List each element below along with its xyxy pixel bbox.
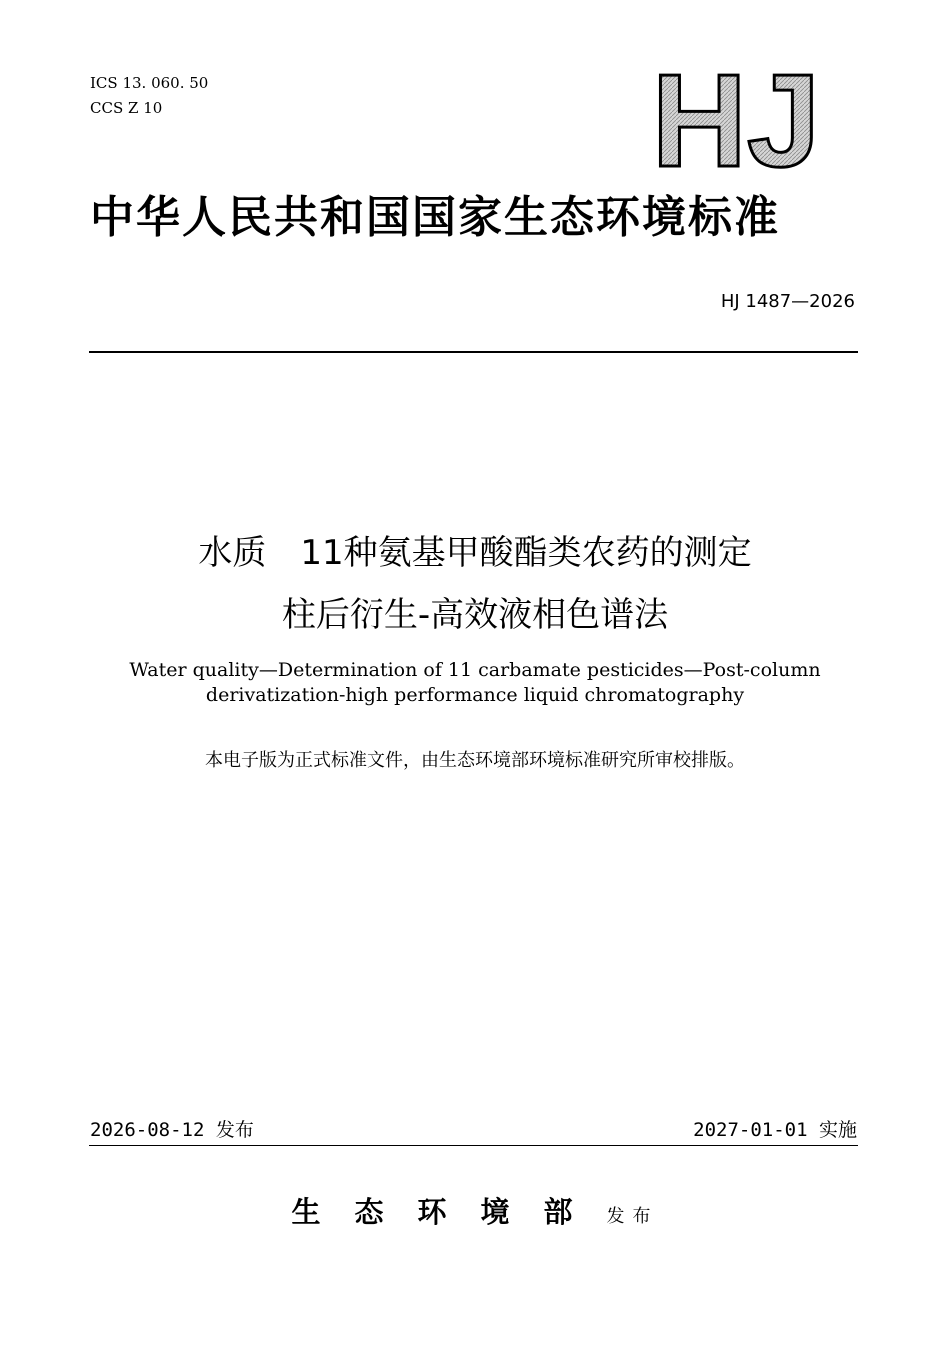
hj-logo: [640, 68, 832, 172]
electronic-version-notice: 本电子版为正式标准文件，由生态环境部环境标准研究所审校排版。: [205, 750, 745, 771]
document-title-en-line1: Water quality—Determination of 11 carbamate pesticides—Post-column: [129, 659, 821, 681]
issuer-suffix: 发布: [606, 1206, 659, 1227]
issuer-name: 生态环境部: [291, 1195, 607, 1229]
hj-logo-text: HJ: [651, 68, 821, 172]
footer-divider: [89, 1145, 858, 1146]
publish-date: 2026-08-12 发布: [90, 1119, 254, 1141]
document-title-cn-line1: 水质 11种氨基甲酸酯类农药的测定: [198, 533, 752, 573]
document-title-en-line2: derivatization-high performance liquid chromatography: [205, 684, 745, 706]
standard-code: HJ 1487—2026: [720, 291, 855, 312]
ics-code: ICS 13. 060. 50: [90, 74, 209, 92]
document-title-cn-line2: 柱后衍生-高效液相色谱法: [281, 595, 669, 635]
issuer-block: [0, 1190, 950, 1231]
ccs-code: CCS Z 10: [90, 99, 163, 117]
header-divider: [89, 351, 858, 353]
standard-title: 中华人民共和国国家生态环境标准: [90, 192, 780, 243]
implementation-date: 2027-01-01 实施: [693, 1119, 857, 1141]
